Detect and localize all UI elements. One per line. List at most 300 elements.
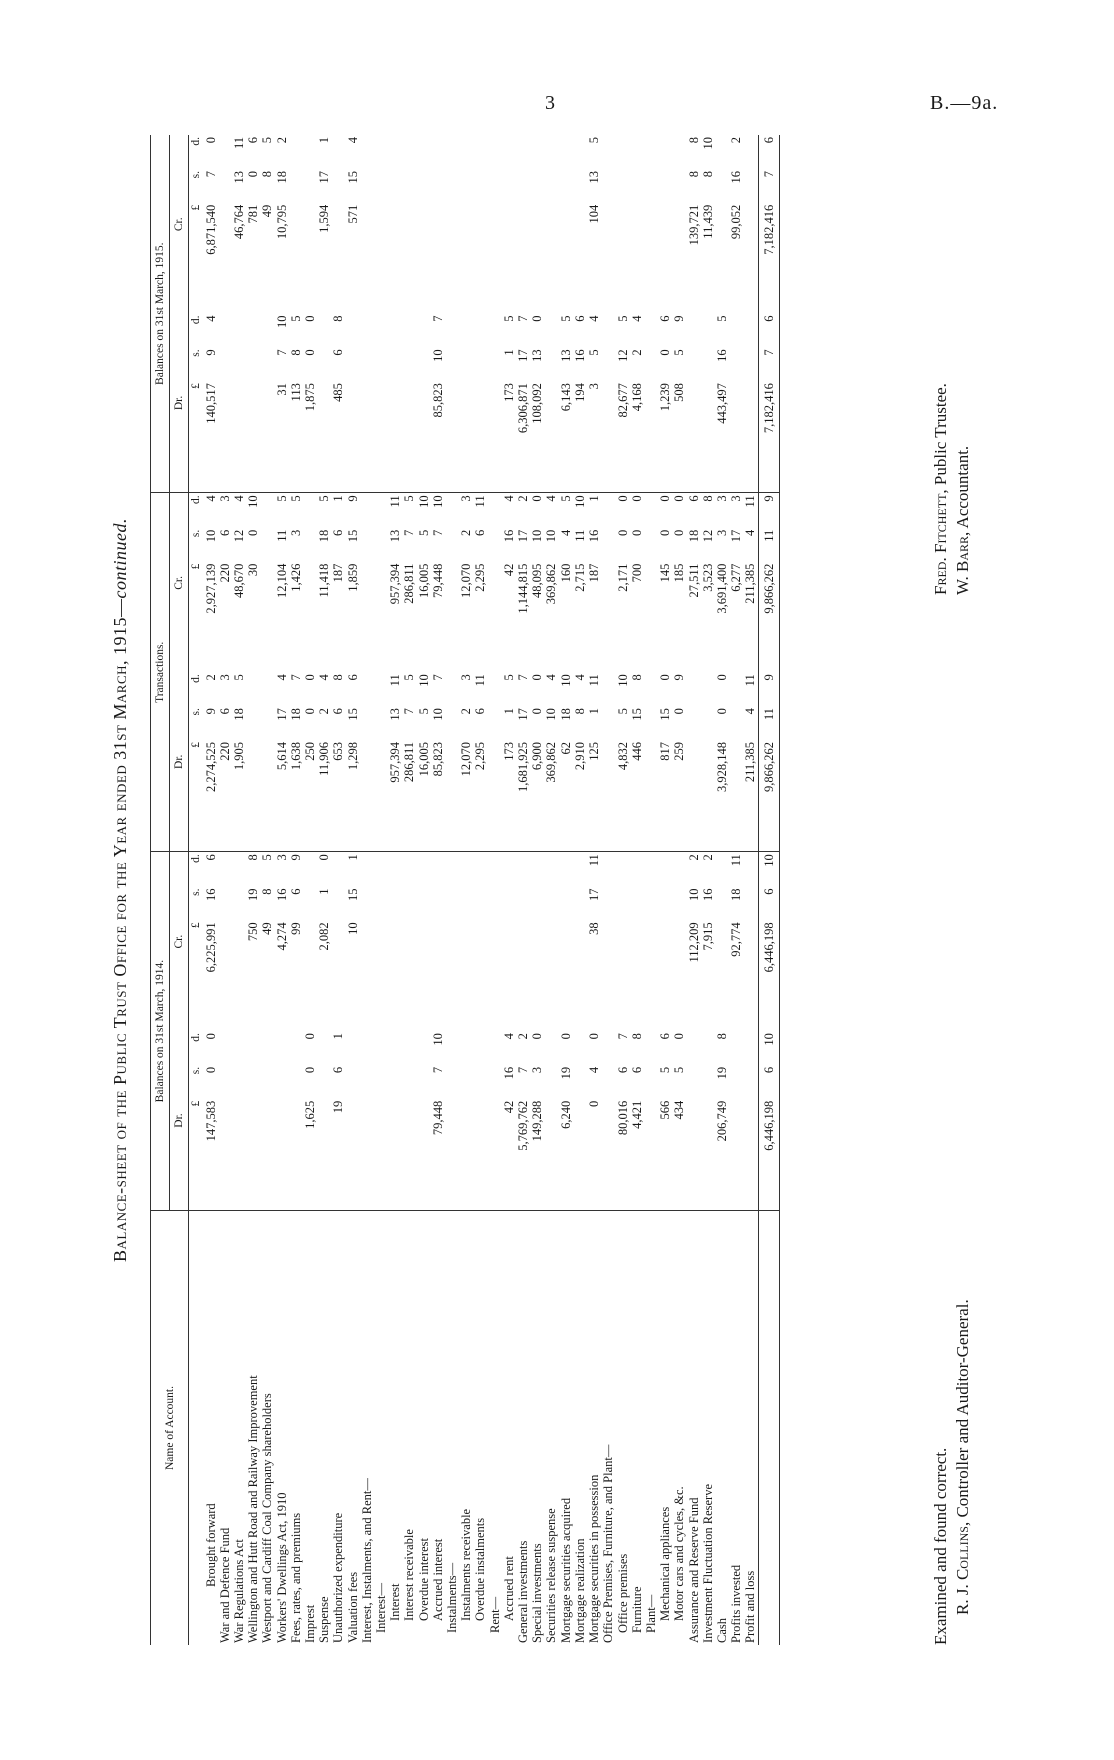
amount-cell [672,920,686,1031]
amount-cell [488,528,502,562]
amount-cell [445,562,459,673]
auditor-signature [952,1299,974,1645]
amount-cell [644,706,658,740]
amount-cell [388,203,402,314]
amount-cell: 5 [260,854,275,861]
amount-cell [644,347,658,381]
amount-cell [459,1031,473,1065]
amount-cell [616,169,630,203]
amount-cell: 18 [729,888,744,902]
amount-cell: 5,614 [275,740,289,852]
account-name: Investment Fluctuation Reserve [700,1484,715,1643]
amount-cell [388,1065,402,1099]
amount-cell: 8 [331,315,346,322]
amount-cell [502,203,516,314]
amount-cell: 1,875 [303,381,317,493]
lsd-unit: d. [190,854,203,863]
amount-cell: 3 [459,674,474,681]
amount-cell: 0 [658,674,673,681]
amount-cell: 2 [686,854,701,861]
amount-cell [559,135,573,169]
amount-cell: 0 [317,854,332,861]
amount-cell [360,493,374,528]
amount-cell: 0 [587,1033,602,1040]
total-cell: 9,866,262 [758,740,779,852]
amount-cell: 1 [587,708,602,715]
amount-cell: 1,625 [303,1099,317,1211]
amount-cell: 1,905 [232,740,246,852]
amount-cell [459,1065,473,1099]
amount-cell: 4,421 [630,1099,644,1211]
amount-cell: 18 [232,708,247,721]
lsd-unit: s. [190,349,203,357]
amount-cell [388,852,402,887]
amount-cell [374,740,388,852]
amount-cell: 211,385 [743,563,758,604]
amount-cell [544,314,558,348]
amount-cell: 9 [288,854,303,861]
amount-cell: 5 [288,315,303,322]
amount-cell: 18 [558,708,573,721]
amount-cell: 160 [558,563,573,583]
col-name-of-account: Name of Account. [151,1211,189,1646]
amount-cell: 286,811 [402,740,416,852]
amount-cell: 653 [331,740,345,852]
amount-cell [616,920,630,1031]
amount-cell: 5 [402,674,417,681]
amount-cell: 16 [274,888,289,902]
amount-cell [473,347,487,381]
amount-cell [601,314,615,348]
amount-cell: 3 [288,529,303,536]
account-name: Brought forward [203,1503,218,1587]
amount-cell [346,314,360,348]
amount-cell: 1,594 [317,204,332,233]
amount-cell: 9 [345,495,360,502]
signoff-block [930,383,974,595]
amount-cell [544,169,558,203]
table-row [459,135,473,1645]
amount-cell: 8 [572,708,587,715]
amount-cell [644,493,658,528]
amount-cell: 139,721 [686,204,701,246]
lsd-unit: d. [190,674,203,683]
amount-cell: 6 [217,529,232,536]
amount-cell [402,920,416,1031]
amount-cell: 700 [629,563,644,583]
amount-cell: 0 [303,708,318,715]
amount-cell: 11 [473,674,488,687]
page-number: 3 [545,92,555,114]
amount-cell: 15 [345,888,360,902]
amount-cell: 0 [203,1033,218,1040]
amount-cell [473,135,487,169]
amount-cell [644,1099,658,1211]
amount-cell [601,740,615,852]
amount-cell: 108,092 [530,381,544,493]
amount-cell [417,381,431,493]
amount-cell [260,672,274,706]
account-name: Fees, rates, and premiums [288,1512,303,1643]
amount-cell: 8 [260,888,275,895]
amount-cell [459,1099,473,1211]
amount-cell: 5 [658,1066,673,1074]
amount-cell: 6 [217,708,232,715]
amount-cell: 3 [587,381,601,493]
amount-cell [417,203,431,314]
amount-cell [374,672,388,706]
amount-cell [701,314,715,348]
amount-cell: 5 [402,495,417,502]
amount-cell: 0 [658,349,673,356]
title-main: Balance-sheet of the Public Trust Office for the Year ended 31st March, 1915— [110,598,130,1263]
amount-cell: 11 [388,495,403,508]
amount-cell: 17 [516,529,531,543]
amount-cell: 13 [388,529,403,543]
amount-cell [488,493,502,528]
auditor-name: R. J. Collins [953,1526,972,1615]
amount-cell [246,672,260,706]
amount-cell: 1,859 [345,563,360,592]
amount-cell [402,1065,416,1099]
amount-cell [388,1031,402,1065]
amount-cell [687,1065,701,1099]
amount-cell [459,203,473,314]
account-name: Interest, Instalments, and Rent— [359,1478,374,1643]
amount-cell: 16,005 [416,563,431,598]
col-cr-2: Cr. [170,493,189,672]
amount-cell: 2,927,139 [203,563,218,614]
amount-cell [473,203,487,314]
lsd-unit: £ [190,922,203,929]
amount-cell: 38 [587,922,602,935]
amount-cell: 5 [274,495,289,502]
account-name: Mortgage securities acquired [558,1497,573,1643]
amount-cell [260,314,274,348]
amount-cell: 2,715 [572,563,587,592]
amount-cell [644,314,658,348]
lsd-unit: s. [190,170,203,179]
table-row [402,135,416,1645]
amount-cell [630,887,644,921]
amount-cell [715,920,729,1031]
amount-cell: 17 [317,170,332,184]
amount-cell: 48,670 [232,563,247,598]
amount-cell: 6 [288,888,303,895]
amount-cell: 957,394 [388,563,403,605]
amount-cell: 10 [686,888,701,902]
amount-cell: 4 [743,529,758,536]
amount-cell [260,706,274,740]
amount-cell: 1 [345,854,360,861]
amount-cell: 446 [630,740,644,852]
amount-cell: 10 [345,922,360,935]
amount-cell [544,1031,558,1065]
amount-cell [473,920,487,1031]
amount-cell: 19 [331,1099,345,1211]
table-row [246,135,260,1645]
amount-cell: 10 [430,708,445,721]
amount-cell [672,135,686,169]
amount-cell: 15 [345,170,360,184]
account-name: Accrued interest [430,1538,445,1621]
account-name: Valuation fees [345,1571,360,1643]
amount-cell [260,1065,274,1099]
amount-cell [275,1099,289,1211]
lsd-unit: d. [190,315,203,325]
table-row [388,135,402,1645]
amount-cell [445,314,459,348]
amount-cell [331,203,345,314]
amount-cell: 7 [615,1033,630,1040]
amount-cell: 92,774 [729,922,744,957]
amount-cell [402,314,416,348]
amount-cell [445,852,459,887]
amount-cell [232,347,246,381]
amount-cell [246,706,260,740]
amount-cell [459,135,473,169]
account-name: Instalments receivable [459,1508,474,1621]
account-name: War Regulations Act [232,1539,247,1643]
amount-cell: 5 [714,315,729,322]
table-row [601,135,615,1645]
amount-cell: 0 [672,1033,687,1040]
lsd-unit: s. [190,1066,203,1075]
amount-cell: 1 [501,349,516,356]
amount-cell: 4 [743,708,758,715]
amount-cell: 11 [743,495,758,508]
amount-cell [459,347,473,381]
totals-label [758,1211,779,1646]
amount-cell [417,1031,431,1065]
table-row [701,135,715,1645]
amount-cell [218,852,232,887]
amount-cell: 10 [558,674,573,687]
amount-cell [431,920,445,1031]
amount-cell [544,347,558,381]
amount-cell [488,135,502,169]
amount-cell: 3 [714,495,729,502]
amount-cell: 187 [587,563,602,583]
sheet-body [204,135,780,1645]
trustee-name: Fred. Fitchett [931,493,950,595]
amount-cell [729,381,743,493]
amount-cell: 2 [729,137,744,144]
amount-cell: 9 [672,315,687,322]
account-name: Mortgage realization [572,1538,587,1643]
amount-cell [658,169,672,203]
amount-cell [303,887,317,921]
amount-cell: 508 [672,381,686,493]
amount-cell [530,169,544,203]
amount-cell: 369,862 [544,563,559,605]
lsd-unit: £ [189,1099,204,1211]
table-row [573,135,587,1645]
amount-cell: 3 [729,495,744,502]
amount-cell [289,1065,303,1099]
amount-cell [672,203,686,314]
amount-cell: 18 [686,529,701,543]
amount-cell: 10 [430,495,445,508]
amount-cell: 8 [331,674,346,681]
amount-cell [360,528,374,562]
amount-cell [644,672,658,706]
amount-cell: 11 [587,674,602,687]
amount-cell: 8 [260,170,275,178]
amount-cell [630,852,644,887]
amount-cell [275,1031,289,1065]
amount-cell [601,672,615,706]
account-name: Rent— [487,1596,502,1633]
amount-cell [658,135,672,169]
amount-cell: 5 [615,315,630,322]
table-row [488,135,502,1645]
amount-cell: 443,497 [715,381,729,493]
amount-cell [701,1099,715,1211]
amount-cell: 10 [615,674,630,687]
amount-cell: 9 [203,708,218,715]
amount-cell: 8 [700,170,715,178]
amount-cell [431,887,445,921]
balance-sheet-table [150,135,780,1645]
amount-cell [459,381,473,493]
amount-cell: 17 [516,349,531,362]
table-row [687,135,701,1645]
amount-cell [246,314,260,348]
amount-cell: 220 [218,740,232,852]
account-name: Securities release suspense [544,1508,559,1643]
lsd-unit: d. [190,495,203,505]
amount-cell [360,169,374,203]
amount-cell: 4 [501,1033,516,1040]
amount-cell: 10 [430,1033,445,1046]
amount-cell [743,203,758,314]
amount-cell: 817 [658,740,672,852]
amount-cell: 6 [246,137,261,144]
amount-cell [687,706,701,740]
total-cell: 6 [758,887,779,921]
amount-cell [388,920,402,1031]
amount-cell: 9 [672,674,687,681]
amount-cell [232,887,246,921]
table-row [743,135,758,1645]
amount-cell: 13 [587,170,602,184]
total-cell: 9,866,262 [758,562,779,673]
amount-cell: 140,517 [204,381,218,493]
amount-cell [303,852,317,887]
amount-cell: 1,426 [288,563,303,592]
amount-cell [218,314,232,348]
amount-cell: 149,288 [530,1099,544,1211]
amount-cell [601,887,615,921]
amount-cell: 1 [501,708,516,715]
amount-cell: 4 [587,1066,602,1074]
amount-cell: 30 [246,563,261,577]
amount-cell: 2 [629,349,644,356]
amount-cell [431,203,445,314]
total-cell: 9 [758,493,779,528]
amount-cell [672,169,686,203]
account-name: Plant— [643,1594,658,1633]
amount-cell [687,381,701,493]
amount-cell [445,740,459,852]
amount-cell [601,493,615,528]
amount-cell [218,920,232,1031]
table-row [417,135,431,1645]
account-name: Overdue interest [416,1538,431,1621]
amount-cell [218,169,232,203]
amount-cell [544,135,558,169]
amount-cell [246,1099,260,1211]
amount-cell [672,852,686,887]
amount-cell: 8 [686,137,701,144]
amount-cell: 5 [672,1066,687,1074]
amount-cell [544,1099,558,1211]
account-name: Overdue instalments [473,1517,488,1621]
amount-cell [473,314,487,348]
amount-cell [601,203,615,314]
amount-cell [260,381,274,493]
amount-cell [374,314,388,348]
amount-cell [402,1031,416,1065]
amount-cell: 49 [260,204,275,218]
amount-cell [360,562,374,673]
table-row [672,135,686,1645]
amount-cell [644,562,658,673]
amount-cell: 0 [303,315,318,322]
amount-cell [402,381,416,493]
col-group-balances-1915: Balances on 31st March, 1915. [151,135,170,493]
amount-cell [488,920,502,1031]
account-name: Special investments [530,1543,545,1643]
amount-cell: 10 [544,529,559,543]
amount-cell [729,740,743,852]
amount-cell [644,1065,658,1099]
amount-cell [445,1031,459,1065]
col-dr-1: Dr. [170,1031,189,1210]
amount-cell [303,920,317,1031]
amount-cell [658,852,672,887]
amount-cell [260,1031,274,1065]
amount-cell [260,347,274,381]
amount-cell [374,169,388,203]
amount-cell: 781 [246,204,261,224]
amount-cell: 112,209 [686,922,701,963]
col-cr-1: Cr. [170,852,189,1031]
amount-cell [473,887,487,921]
amount-cell: 12 [232,529,247,543]
amount-cell: 5 [587,349,602,356]
amount-cell [346,1031,360,1065]
amount-cell [488,314,502,348]
amount-cell: 147,583 [204,1099,218,1211]
amount-cell [360,381,374,493]
amount-cell [374,852,388,887]
amount-cell: 5 [558,315,573,322]
auditor-title: , Controller and Auditor-General. [953,1299,972,1527]
col-dr-2: Dr. [170,672,189,851]
amount-cell [218,887,232,921]
amount-cell [417,920,431,1031]
amount-cell [360,1065,374,1099]
amount-cell [360,920,374,1031]
amount-cell: 194 [573,381,587,493]
amount-cell: 5 [672,349,687,356]
amount-cell: 3 [714,529,729,536]
amount-cell: 3 [274,854,289,861]
table-row [289,135,303,1645]
amount-cell: 145 [658,563,673,583]
